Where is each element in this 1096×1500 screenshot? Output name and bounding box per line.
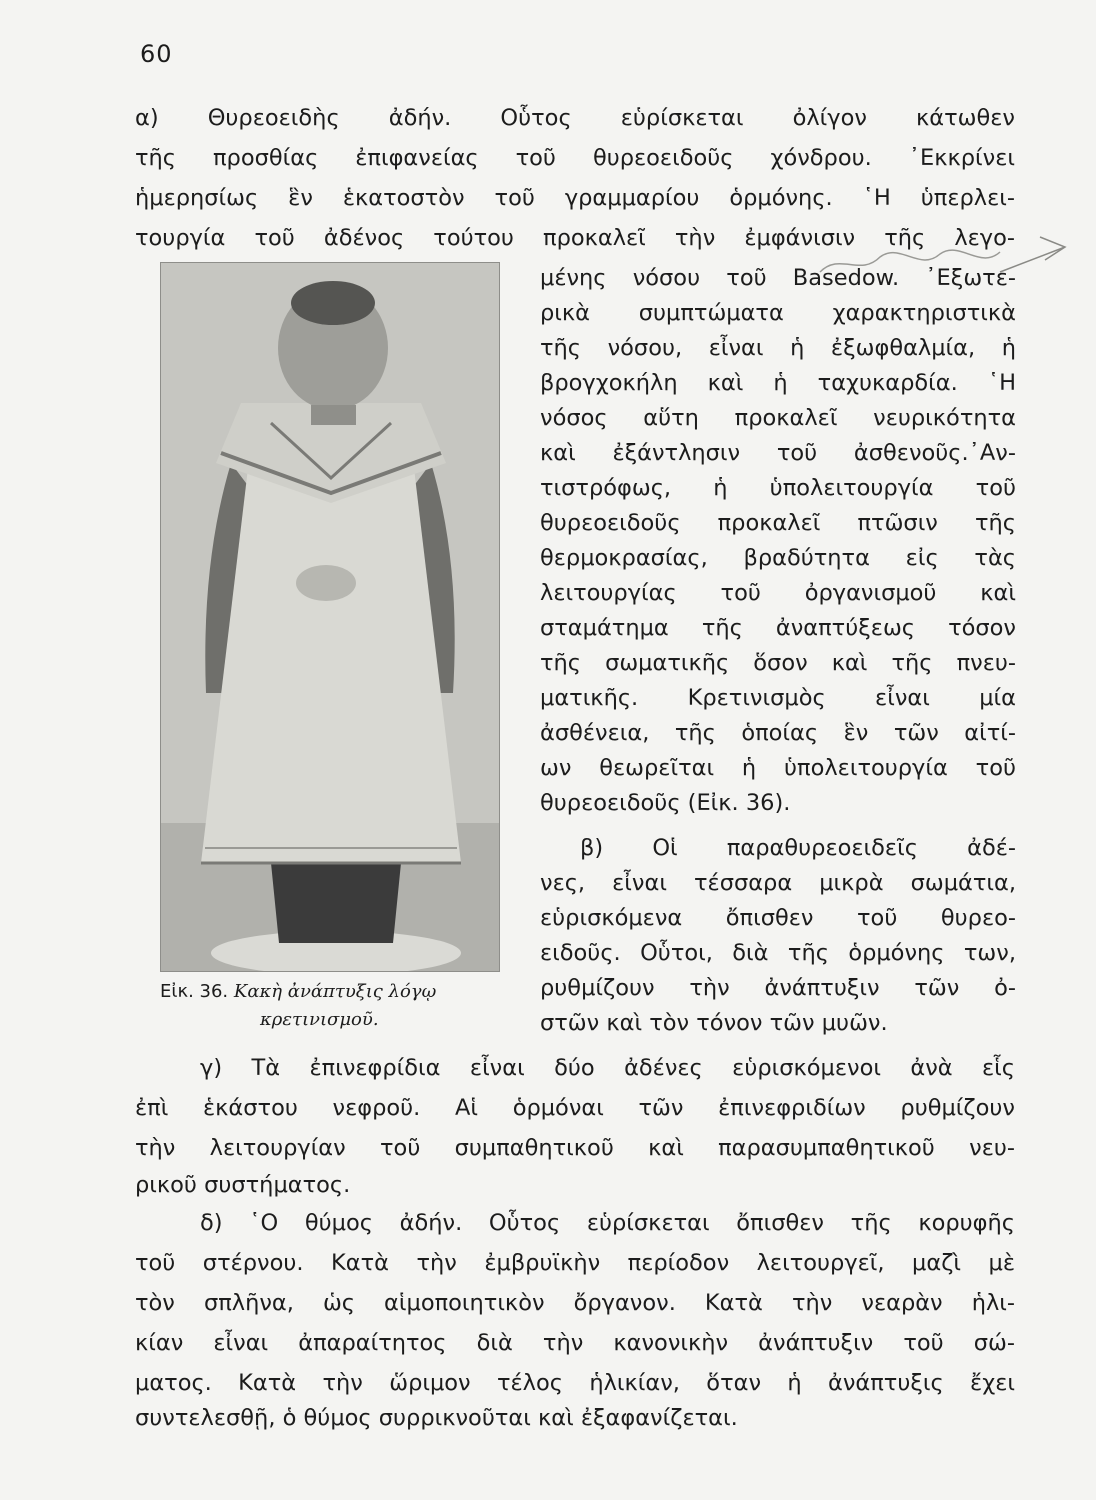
section-a-line-2: τῆς προσθίας ἐπιφανείας τοῦ θυρεοειδοῦς χόνδρου. ᾿Εκκρίνει: [135, 145, 1015, 171]
section-b-line-2: νες, εἶναι τέσσαρα μικρὰ σωμάτια,: [540, 870, 1016, 896]
section-a-narrow-line-11: σταμάτημα τῆς ἀναπτύξεως τόσον: [540, 615, 1016, 641]
section-b-line-5: ρυθμίζουν τὴν ἀνάπτυξιν τῶν ὀ-: [540, 975, 1016, 1001]
section-a-narrow-line-6: καὶ ἐξάντλησιν τοῦ ἀσθενοῦς.᾿Αν-: [540, 440, 1016, 466]
section-g-line-1: γ) Τὰ ἐπινεφρίδια εἶναι δύο ἀδένες εὑρισκόμενοι ἀνὰ εἷς: [200, 1055, 1015, 1081]
section-a-narrow-line-2: ρικὰ συμπτώματα χαρακτηριστικὰ: [540, 300, 1016, 326]
section-a-narrow-line-16: θυρεοειδοῦς (Εἰκ. 36).: [540, 790, 791, 816]
section-a-narrow-line-12: τῆς σωματικῆς ὅσον καὶ τῆς πνευ-: [540, 650, 1016, 676]
section-d-line-6: συντελεσθῇ, ὁ θύμος συρρικνοῦται καὶ ἐξαφανίζεται.: [135, 1405, 738, 1431]
section-b-line-6: στῶν καὶ τὸν τόνον τῶν μυῶν.: [540, 1010, 888, 1036]
figure-caption-line-1: [160, 980, 436, 1004]
section-b-line-1: β) Οἱ παραθυρεοειδεῖς ἀδέ-: [580, 835, 1016, 861]
section-a-line-4: τουργία τοῦ ἀδένος τούτου προκαλεῖ τὴν ἐμφάνισιν τῆς λεγο-: [135, 225, 1015, 251]
section-a-line-3: ἡμερησίως ἓν ἑκατοστὸν τοῦ γραμμαρίου ὁρμόνης. ῾Η ὑπερλει-: [135, 185, 1015, 211]
section-a-narrow-line-9: θερμοκρασίας, βραδύτητα εἰς τὰς: [540, 545, 1016, 571]
section-a-narrow-line-10: λειτουργίας τοῦ ὀργανισμοῦ καὶ: [540, 580, 1016, 606]
section-a-narrow-line-13: ματικῆς. Κρετινισμὸς εἶναι μία: [540, 685, 1016, 711]
section-a-narrow-line-15: ων θεωρεῖται ἡ ὑπολειτουργία τοῦ: [540, 755, 1016, 781]
figure-caption-text-1: Κακὴ ἀνάπτυξις λόγῳ: [233, 981, 437, 1002]
section-b-line-3: εὑρισκόμενα ὄπισθεν τοῦ θυρεο-: [540, 905, 1016, 931]
section-g-line-3: τὴν λειτουργίαν τοῦ συμπαθητικοῦ καὶ παρασυμπαθητικοῦ νευ-: [135, 1135, 1015, 1161]
handwritten-note-pencil: [800, 232, 1080, 292]
figure-child-silhouette: [161, 263, 499, 971]
section-g-line-4: ρικοῦ συστήματος.: [135, 1172, 351, 1198]
page-number: 60: [140, 40, 173, 68]
section-a-narrow-line-4: βρογχοκήλη καὶ ἡ ταχυκαρδία. ῾Η: [540, 370, 1016, 396]
figure-caption-line-2: [260, 1008, 379, 1032]
section-a-line-1: α) Θυρεοειδὴς ἀδήν. Οὗτος εὑρίσκεται ὀλίγον κάτωθεν: [135, 105, 1015, 131]
section-a-narrow-line-7: τιστρόφως, ἡ ὑπολειτουργία τοῦ: [540, 475, 1016, 501]
section-d-line-5: ματος. Κατὰ τὴν ὥριμον τέλος ἡλικίαν, ὅταν ἡ ἀνάπτυξις ἔχει: [135, 1370, 1015, 1396]
figure-caption-label: Εἰκ. 36.: [160, 981, 229, 1002]
section-b-line-4: ειδοῦς. Οὗτοι, διὰ τῆς ὁρμόνης των,: [540, 940, 1016, 966]
section-d-line-1: δ) ῾Ο θύμος ἀδήν. Οὗτος εὑρίσκεται ὄπισθεν τῆς κορυφῆς: [200, 1210, 1015, 1236]
section-a-narrow-line-5: νόσος αὕτη προκαλεῖ νευρικότητα: [540, 405, 1016, 431]
figure-photo: [160, 262, 500, 972]
figure-caption-text-2: κρετινισμοῦ.: [260, 1009, 379, 1030]
section-d-line-2: τοῦ στέρνου. Κατὰ τὴν ἐμβρυϊκὴν περίοδον λειτουργεῖ, μαζὶ μὲ: [135, 1250, 1015, 1276]
section-g-line-2: ἐπὶ ἑκάστου νεφροῦ. Αἱ ὁρμόναι τῶν ἐπινεφριδίων ρυθμίζουν: [135, 1095, 1015, 1121]
section-a-narrow-line-14: ἀσθένεια, τῆς ὁποίας ἓν τῶν αἰτί-: [540, 720, 1016, 746]
section-d-line-3: τὸν σπλῆνα, ὡς αἱμοποιητικὸν ὄργανον. Κατὰ τὴν νεαρὰν ἡλι-: [135, 1290, 1015, 1316]
section-d-line-4: κίαν εἶναι ἀπαραίτητος διὰ τὴν κανονικὴν ἀνάπτυξιν τοῦ σώ-: [135, 1330, 1015, 1356]
section-a-narrow-line-8: θυρεοειδοῦς προκαλεῖ πτῶσιν τῆς: [540, 510, 1016, 536]
section-a-narrow-line-3: τῆς νόσου, εἶναι ἡ ἐξωφθαλμία, ἡ: [540, 335, 1016, 361]
section-a-narrow-line-1: μένης νόσου τοῦ Basedow. ᾿Εξωτε-: [540, 265, 1016, 291]
